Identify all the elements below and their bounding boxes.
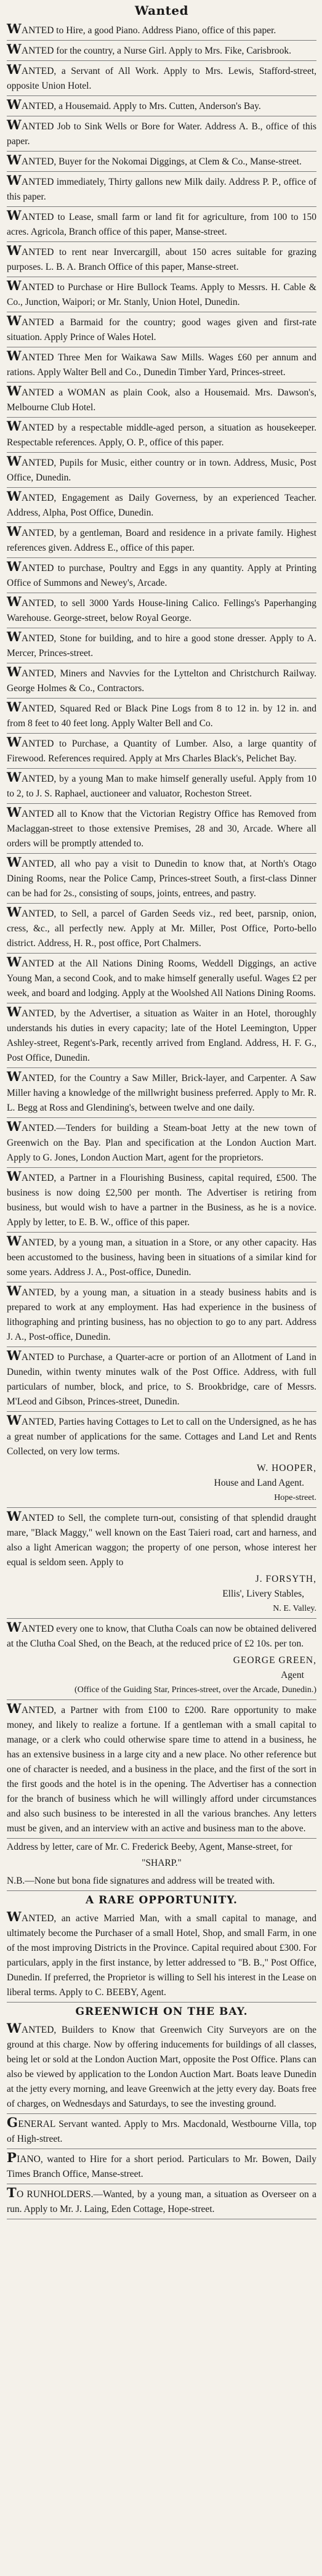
ad-body (7, 665, 316, 696)
ad-lead-letter: W (7, 804, 22, 820)
ad-body (7, 1169, 316, 1230)
ad-text: Address by letter, care of Mr. C. Frederick Beeby, Agent, Manse-street, for (7, 1842, 292, 1852)
ad-lead-letter: W (7, 313, 22, 328)
classified-ad (7, 1003, 316, 1068)
ad-body (7, 2185, 316, 2217)
ad-signature-title: Ellis', Livery Stables, (222, 1589, 304, 1599)
ad-lead-letter: W (7, 559, 22, 574)
ad-text: ANTED.—Tenders for building a Steam-boat Jetty at the new town of Greenwich on the Bay. Plan and specification at the London Auction Mart. Apply to G. Jones, London Auction Mart, agent for the proprietors. (7, 1123, 316, 1163)
ad-body (7, 22, 316, 38)
ad-lead-letter: P (7, 2150, 17, 2165)
classified-ad (7, 1168, 316, 1233)
ad-body (7, 1348, 316, 1409)
ad-text: ANTED, Buyer for the Nokomai Diggings, at Clem & Co., Manse-street. (21, 156, 302, 167)
ad-text: ANTED, a Housemaid. Apply to Mrs. Cutten, Anderson's Bay. (21, 101, 261, 111)
ad-lead-letter: W (7, 1069, 22, 1084)
classified-ad (7, 20, 316, 41)
classified-ad (7, 1508, 316, 1570)
ad-text: ANTED, Squared Red or Black Pine Logs from 8 to 12 in. by 12 in. and from 8 feet to 40 feet long. Apply Walter Bell and Co. (7, 703, 316, 729)
classified-ad (7, 1233, 316, 1282)
ad-lead-letter: W (7, 453, 22, 469)
ad-text: ANTED, by a gentleman, Board and residence in a private family. Highest references given. Address E., office of this paper. (7, 528, 316, 553)
ad-text: ANTED, Miners and Navvies for the Lyttelton and Christchurch Railway. George Holmes & Co., Contractors. (7, 668, 316, 694)
classified-ad (7, 1118, 316, 1168)
classified-ad (7, 663, 316, 699)
ad-body (7, 97, 316, 114)
ad-lead-letter: W (7, 699, 22, 715)
ad-lead-letter: W (7, 664, 22, 679)
ad-body (7, 1005, 316, 1066)
classified-ad (7, 1347, 316, 1412)
ad-body (7, 349, 316, 380)
ad-lead-letter: G (7, 2115, 18, 2130)
ad-body (7, 735, 316, 766)
classified-ad (7, 904, 316, 954)
classified-ad (7, 1839, 316, 1855)
ad-text: ANTED to purchase, Poultry and Eggs in any quantity. Apply at Printing Office of Summons and Newey's, Arcade. (7, 563, 316, 588)
ad-heading: A RARE OPPORTUNITY. (86, 1894, 238, 1906)
classified-ad (7, 593, 316, 628)
classified-ad (7, 804, 316, 854)
classified-ad (7, 523, 316, 558)
ad-text: ANTED a Barmaid for the country; good wages given and first-rate situation. Apply Prince of Wales Hotel. (7, 317, 316, 342)
ad-text: ANTED to Purchase, a Quantity of Lumber. Also, a large quantity of Firewood. References required. Apply at Mrs Charles Black's, Pelichet Bay. (7, 739, 316, 764)
classified-ad (7, 1700, 316, 1839)
ad-lead-letter: W (7, 152, 22, 168)
classified-ad (7, 152, 316, 172)
ad-lead-letter: W (7, 117, 22, 132)
ad-body (7, 594, 316, 626)
ad-lead-letter: W (7, 1348, 22, 1363)
ad-lead-letter: W (7, 172, 22, 188)
classified-ad (7, 207, 316, 242)
ad-signature-title: House and Land Agent. (214, 1478, 304, 1488)
ad-text: ANTED, all who pay a visit to Dunedin to know that, at North's Otago Dining Rooms, near the Police Camp, Princes-street South, a first-class Dinner can be had for 2s., consisting of soups, joints, entrees, and pastry. (7, 859, 316, 899)
classified-ad (7, 41, 316, 61)
ad-text: ANTED all to Know that the Victorian Registry Office has Removed from Maclaggan-street to those extensive Premises, 28 and 30, Arcade. Where all orders will be promptly attended to. (7, 809, 316, 849)
classified-ad (7, 954, 316, 1003)
classified-ad (7, 172, 316, 207)
ad-text: ANTED, a Partner in a Flourishing Business, capital required, £500. The business is now doing £2,500 per month. The Advertiser is retiring from business, but would wish to have a partner in the Business, as he is a novice. Apply by letter, to E. B. W., office of this paper. (7, 1173, 316, 1228)
ad-text: ANTED, by a young man, a situation in a Store, or any other capacity. Has been accustomed to the business, having been in situations of a similar kind for some years. Address J. A., Post-office, Dunedin. (7, 1237, 316, 1278)
ad-lead-letter: W (7, 524, 22, 539)
ad-lead-letter: W (7, 278, 22, 293)
ad-lead-letter: W (7, 954, 22, 970)
ad-text: ANTED, to Sell, a parcel of Garden Seeds viz., red beet, parsnip, onion, cress, &c., all perfectly new. Apply at Mr. Miller, Post Office, Porto-bello district. Address, H. R., post office, Port Chalmers. (7, 909, 316, 949)
ad-text: ANTED for the country, a Nurse Girl. Apply to Mrs. Fike, Carisbrook. (21, 46, 291, 56)
ad-lead-letter: W (7, 1169, 22, 1184)
ad-body (7, 2115, 316, 2147)
ad-text: ANTED, for the Country a Saw Miller, Brick-layer, and Carpenter. A Saw Miller having a knowledge of the millwright business preferred. Apply to Mr. R. L. Begg at Ross and Glendining's, between twelve and one daily. (7, 1073, 316, 1113)
ad-lead-letter: W (7, 383, 22, 399)
ad-body (7, 489, 316, 520)
ad-text: ANTED, an active Married Man, with a small capital to manage, and ultimately become the Purchaser of a small Hotel, Shop, and small Farm, in one of the most improving Districts in the Province. Capital required about £300. For particulars, apply in the first instance, by letter addressed to "B. B.," Post Office, Dunedin. If preferred, the Proprietor is willing to Sell his interest in the Lease on liberal terms. Apply to C. BEEBY, Agent. (7, 1913, 316, 1998)
ad-body (7, 118, 316, 149)
ad-body (7, 905, 316, 951)
column-heading: Wanted (134, 3, 189, 18)
ad-lead-letter: W (7, 208, 22, 223)
ad-lead-letter: W (7, 97, 22, 112)
classified-ad (7, 312, 316, 347)
ad-text: ANTED a WOMAN as plain Cook, also a Housemaid. Mrs. Dawson's, Melbourne Club Hotel. (7, 387, 316, 413)
classified-ad (7, 2184, 316, 2219)
classified-ad (7, 488, 316, 523)
classified-ad (7, 2114, 316, 2149)
classified-ad (7, 1855, 316, 1873)
ad-body (7, 1069, 316, 1116)
ad-body (7, 314, 316, 345)
ad-text: ANTED to Hire, a good Piano. Address Piano, office of this paper. (21, 25, 276, 36)
ad-text: ANTED to rent near Invercargill, about 150 acres suitable for grazing purposes. L. B. A. Branch Office of this paper, Manse-street. (7, 247, 316, 272)
classified-ad (7, 1908, 316, 2003)
classified-ads-column (7, 20, 316, 2219)
ad-body (7, 955, 316, 1001)
ad-text: ANTED, Stone for building, and to hire a good stone dresser. Apply to A. Mercer, Princes-street. (7, 633, 316, 658)
ad-text: ANTED, Builders to Know that Greenwich City Surveyors are on the ground at this charge. Now by offering inducements for buildings of all classes, being let or sold at the London Auction Mart, opposite the Post Office. Plans can also be viewed by application to the London Auction Mart. Boats leave Dunedin at the jetty every morning, and leave Greenwich at the jetty every day. Boats free of charges, on Wednesdays and Saturdays, to see the investing ground. (7, 2025, 316, 2109)
classified-ad (7, 628, 316, 663)
classified-ad (7, 854, 316, 904)
classified-ad (7, 558, 316, 593)
ad-heading: GREENWICH ON THE BAY. (75, 2006, 248, 2018)
ad-text: ANTED Job to Sink Wells or Bore for Water. Address A. B., office of this paper. (7, 121, 316, 147)
ad-body (7, 1509, 316, 1570)
ad-lead-letter: W (7, 488, 22, 504)
ad-lead-letter: W (7, 1119, 22, 1134)
ad-text: ANTED by a respectable middle-aged person, a situation as housekeeper. Respectable references. Apply, O. P., office of this paper. (7, 423, 316, 448)
classified-ad (7, 769, 316, 804)
classified-ad (7, 1619, 316, 1651)
ad-body (7, 419, 316, 450)
classified-ad (7, 734, 316, 769)
ad-lead-letter: W (7, 1233, 22, 1249)
ad-body (7, 62, 316, 94)
ad-text: ENERAL Servant wanted. Apply to Mrs. Macdonald, Westbourne Villa, top of High-street. (7, 2119, 316, 2144)
classified-ad (7, 1651, 316, 1700)
ad-signature-address: (Office of the Guiding Star, Princes-street, over the Arcade, Dunedin.) (74, 1685, 316, 1695)
classified-ad (7, 1873, 316, 1891)
classified-ad (7, 2149, 316, 2184)
ad-body (7, 1701, 316, 1836)
ad-signature-address: N. E. Valley. (273, 1604, 316, 1613)
classified-ad (7, 453, 316, 488)
ad-lead-letter: W (7, 21, 22, 36)
ad-lead-letter: W (7, 629, 22, 644)
classified-ad (7, 2020, 316, 2114)
ad-body (7, 630, 316, 661)
ad-body (7, 1234, 316, 1280)
ad-body (7, 524, 316, 556)
classified-ad (7, 96, 316, 116)
ad-text: ANTED immediately, Thirty gallons new Milk daily. Address P. P., office of this paper. (7, 177, 316, 202)
ad-text: ANTED to Sell, the complete turn-out, consisting of that splendid draught mare, "Black Maggy," well known on the East Taieri road, cart and harness, and also a light American waggon; the property of one person, whose interest her equal is seldom seen. Apply to (7, 1513, 316, 1568)
ad-text: ANTED every one to know, that Clutha Coals can now be obtained delivered at the Clutha Coal Shed, on the Beach, at the reduced price of £2 10s. per ton. (7, 1624, 316, 1649)
classified-ad (7, 1068, 316, 1118)
ad-lead-letter: W (7, 1701, 22, 1716)
classified-ad (7, 383, 316, 418)
ad-lead-letter: W (7, 348, 22, 363)
ad-lead-letter: W (7, 41, 22, 57)
ad-signature-title: Agent (281, 1670, 304, 1680)
ad-body (7, 1119, 316, 1165)
ad-text: ANTED, a Partner with from £100 to £200. Rare opportunity to make money, and likely to realize a fortune. If a gentleman with a small capital to manage, or a clerk who could otherwise spare time to attend in a business, he has an extensive business in a large city and a new place. No other reference but one of character is needed, and a business in the place, and the first of the sort in the first goods and the hotel is in the opening. The Advertiser has a connection for the branch of business which he will willingly afford under circumstances and also such business to be interested in all the various branches. Any letters must be given, and an interview with an active and business man to the above. (7, 1705, 316, 1834)
classified-ad (7, 1412, 316, 1459)
ad-body (7, 700, 316, 731)
ad-text: ANTED at the All Nations Dining Rooms, Weddell Diggings, an active Young Man, a second Cook, and to make himself generally useful. Wages £2 per week, and board and lodging. Apply at the Woolshed All Nations Dining Rooms. (7, 958, 316, 998)
ad-signature: W. HOOPER, (257, 1463, 316, 1473)
ad-lead-letter: W (7, 1283, 22, 1298)
ad-lead-letter: W (7, 1509, 22, 1524)
ad-lead-letter: W (7, 769, 22, 785)
ad-body (7, 243, 316, 275)
ad-text: ANTED, by the Advertiser, a situation as Waiter in an Hotel, thoroughly understands his duties in every capacity; late of the Hotel Leemington, Upper Ashley-street, Regent's-Park, recently arrived from England. Address, H. F. G., Post Office, Dunedin. (7, 1008, 316, 1063)
classified-ad (7, 1891, 316, 1908)
ad-body (7, 454, 316, 485)
classified-ad (7, 699, 316, 734)
ad-text: ANTED, Engagement as Daily Governess, by an experienced Teacher. Address, Alpha, Post Office, Dunedin. (7, 493, 316, 518)
classified-ad (7, 116, 316, 152)
ad-text: ANTED, Pupils for Music, either country or in town. Address, Music, Post Office, Dunedin. (7, 458, 316, 483)
ad-lead-letter: W (7, 734, 22, 750)
ad-text: ANTED to Lease, small farm or land fit for agriculture, from 100 to 150 acres. Agricola, Branch office of this paper, Manse-street. (7, 212, 316, 237)
ad-text: ANTED to Purchase, a Quarter-acre or portion of an Allotment of Land in Dunedin, within twenty minutes walk of the Post Office. Address, with full particulars of number, block, and price, to S. Brookbridge, care of Messrs. M'Leod and Gibson, Princes-street, Dunedin. (7, 1352, 316, 1407)
ad-body (7, 1910, 316, 2000)
ad-body (7, 559, 316, 591)
ad-signature: J. FORSYTH, (255, 1574, 316, 1584)
ad-lead-letter: W (7, 62, 22, 77)
ad-body (7, 278, 316, 310)
ad-text: ANTED, by a young man, a situation in a steady business habits and is prepared to work at any employment. Has had experience in the business of lithographing and printing business, has no objection to go to any part. Address J. A., Post-office, Dunedin. (7, 1287, 316, 1342)
ad-body (7, 173, 316, 205)
ad-body (7, 2021, 316, 2112)
ad-body (7, 1620, 316, 1651)
classified-ad (7, 418, 316, 453)
ad-display-line: "SHARP." (142, 1858, 182, 1868)
classified-ad (7, 277, 316, 312)
classified-ad (7, 1282, 316, 1347)
ad-text: O RUNHOLDERS.—Wanted, by a young man, a situation as Overseer on a run. Apply to Mr. J. Laing, Eden Cottage, Hope-street. (7, 2189, 316, 2214)
ad-lead-letter: T (7, 2185, 17, 2200)
ad-body (7, 805, 316, 851)
ad-lead-letter: W (7, 854, 22, 870)
ad-lead-letter: W (7, 1004, 22, 1019)
ad-text: ANTED, by a young Man to make himself generally useful. Apply from 10 to 2, to J. S. Raphael, auctioneer and valuator, Rocheston Street. (7, 774, 316, 799)
ad-body (7, 208, 316, 240)
ad-body (7, 384, 316, 415)
classified-ad (7, 61, 316, 96)
ad-signature: GEORGE GREEN, (233, 1655, 316, 1666)
ad-text: ANTED, a Servant of All Work. Apply to Mrs. Lewis, Stafford-street, opposite Union Hotel. (7, 66, 316, 91)
ad-body (7, 2150, 316, 2182)
ad-body (7, 1874, 316, 1889)
ad-text: ANTED, Parties having Cottages to Let to call on the Undersigned, as he has a great number of applications for the same. Cottages and Land Let and Rents Collected, on very low terms. (7, 1417, 316, 1457)
classified-ad (7, 242, 316, 277)
ad-text: N.B.—None but bona fide signatures and address will be treated with. (7, 1876, 275, 1886)
ad-signature-address: Hope-street. (274, 1493, 316, 1502)
classified-ad (7, 1459, 316, 1508)
ad-body (7, 1413, 316, 1459)
ad-body (7, 1840, 316, 1855)
ad-lead-letter: W (7, 2020, 22, 2036)
classified-ad (7, 2003, 316, 2019)
ad-body (7, 153, 316, 169)
ad-text: IANO, wanted to Hire for a short period. Particulars to Mr. Bowen, Daily Times Branch Office, Manse-street. (7, 2154, 316, 2179)
classified-ad (7, 347, 316, 383)
ad-lead-letter: W (7, 418, 22, 434)
ad-body (7, 1284, 316, 1345)
ad-body (7, 770, 316, 801)
classified-ad (7, 1570, 316, 1619)
ad-lead-letter: W (7, 243, 22, 258)
ad-lead-letter: W (7, 1619, 22, 1635)
ad-body (7, 42, 316, 59)
ad-body (7, 855, 316, 901)
ad-lead-letter: W (7, 1412, 22, 1428)
ad-text: ANTED to Purchase or Hire Bullock Teams. Apply to Messrs. H. Cable & Co., Junction, Waipori; or Mr. Stanly, Union Hotel, Dunedin. (7, 282, 316, 307)
ad-lead-letter: W (7, 904, 22, 920)
ad-lead-letter: W (7, 1909, 22, 1924)
ad-text: ANTED Three Men for Waikawa Saw Mills. Wages £60 per annum and rations. Apply Walter Bell and Co., Dunedin Timber Yard, Princes-street. (7, 352, 316, 378)
ad-text: ANTED, to sell 3000 Yards House-lining Calico. Fellings's Paperhanging Warehouse. George-street, below Royal George. (7, 598, 316, 623)
ad-lead-letter: W (7, 594, 22, 609)
